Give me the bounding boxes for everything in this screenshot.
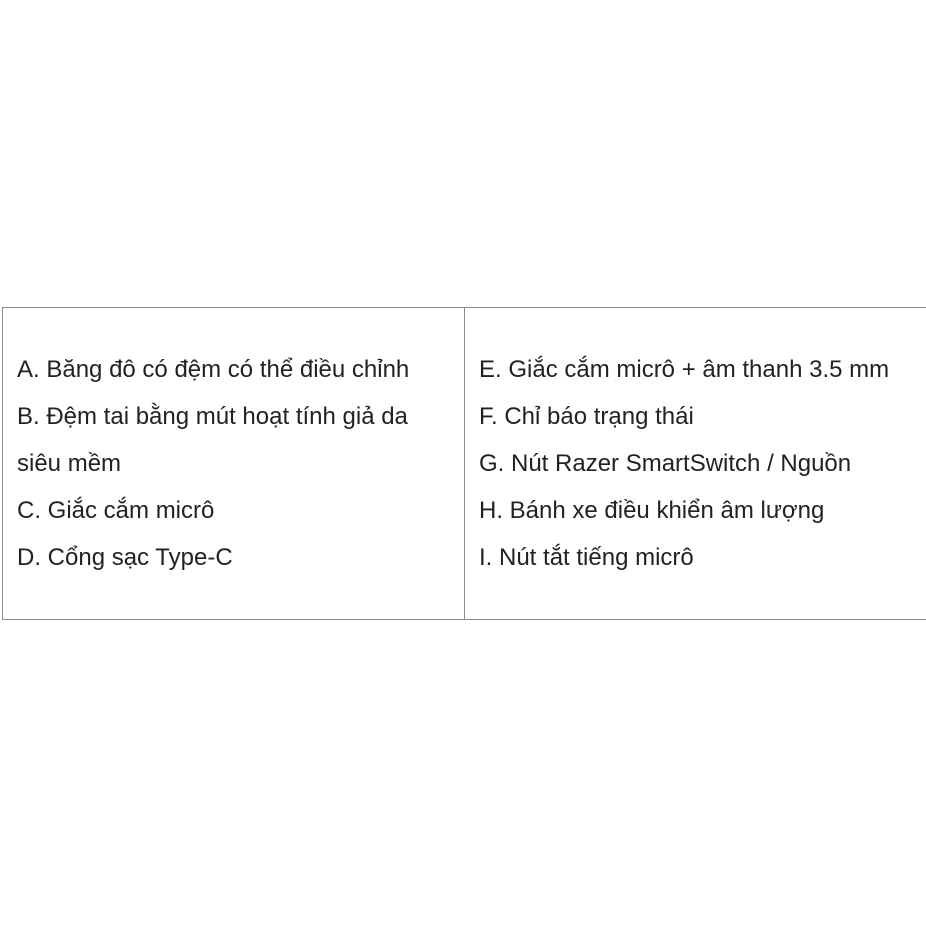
legend-item-e: E. Giắc cắm micrô + âm thanh 3.5 mm [479, 356, 890, 383]
legend-item-d: D. Cổng sạc Type-C [17, 544, 233, 571]
legend-cell-left [3, 308, 465, 619]
legend-item-c: C. Giắc cắm micrô [17, 497, 215, 524]
legend-item-g: G. Nút Razer SmartSwitch / Nguồn [479, 450, 852, 477]
legend-item-f: F. Chỉ báo trạng thái [479, 403, 694, 430]
legend-table [2, 307, 926, 620]
legend-item-i: I. Nút tắt tiếng micrô [479, 544, 694, 571]
legend-cell-right [465, 308, 926, 619]
legend-item-h: H. Bánh xe điều khiển âm lượng [479, 497, 825, 524]
legend-item-b: B. Đệm tai bằng mút hoạt tính giả da siêu mềm [17, 403, 408, 477]
legend-item-a: A. Băng đô có đệm có thể điều chỉnh [17, 356, 410, 383]
